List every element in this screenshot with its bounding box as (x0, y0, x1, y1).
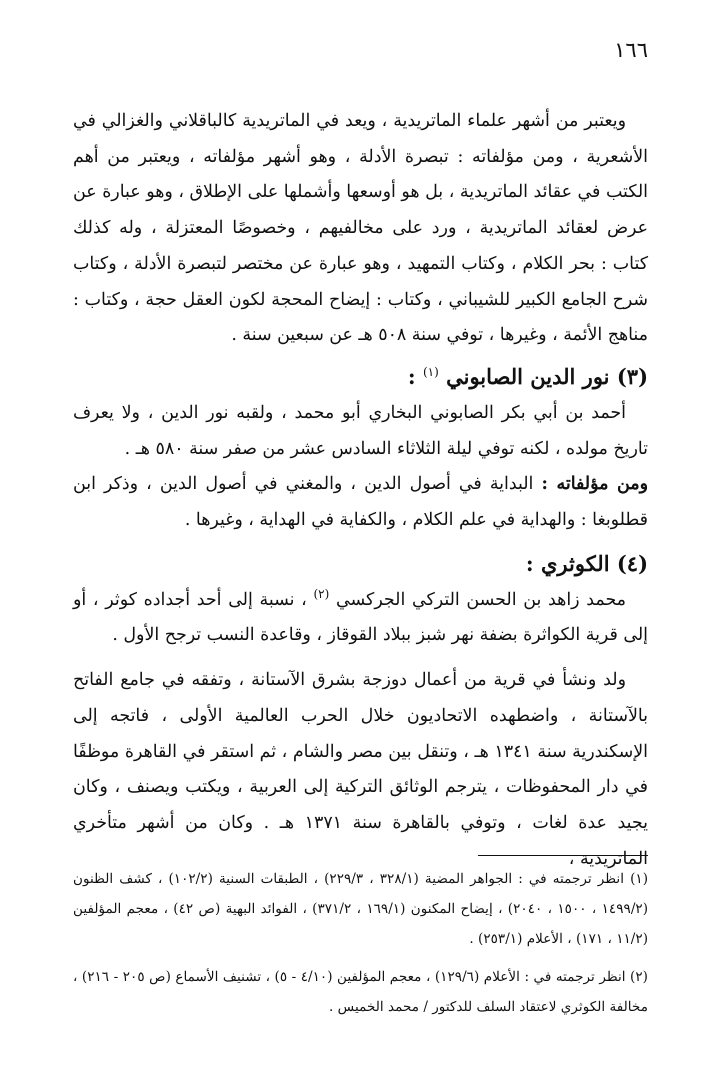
footnote-ref-2: (٢) (313, 586, 330, 601)
heading-sabuni-colon: : (407, 363, 416, 389)
paragraph-maturidi-scholar: ويعتبر من أشهر علماء الماتريدية ، ويعد في الماتريدية كالباقلاني والغزالي في الأشعرية ، ومن مؤلفاته : تبصرة الأدلة ، وهو أشهر مؤلفاته ، ويعتبر من أهم الكتب في عقائد الماتريدية ، بل هو أوسعها وأشملها على الإطلاق ، وهو عبارة عن عرض لعقائد الماتريدية ، ورد على مخالفيهم ، وخصوصًا المعتزلة ، وله كذلك كتاب : بحر الكلام ، وكتاب التمهيد ، وهو عبارة عن مختصر لتبصرة الأدلة ، وكتاب شرح الجامع الكبير للشيباني ، وكتاب : إيضاح المحجة لكون العقل حجة ، وكتاب : مناهج الأئمة ، وغيرها ، توفي سنة ٥٠٨ هـ عن سبعين سنة . (73, 111, 648, 346)
kawthari-lineage-text: ، نسبة إلى أحد أجداده كوثر ، أو إلى قرية الكواثرة بضفة نهر شبز ببلاد القوقاز ، وقاعدة النسب ترجح الأول . (73, 589, 648, 646)
paragraph-kawthari-life: ولد ونشأ في قرية من أعمال دوزجة بشرق الآستانة ، وتفقه في جامع الفاتح بالآستانة ، واضطهده الاتحاديون خلال الحرب العالمية الأولى ، فاتجه إلى الإسكندرية سنة ١٣٤١ هـ ، وتنقل بين مصر والشام ، ثم استقر في القاهرة موظفًا في دار المحفوظات ، يترجم الوثائق التركية إلى العربية ، ويكتب ويصنف ، وكان يجيد عدة لغات ، وتوفي بالقاهرة سنة ١٣٧١ هـ . وكان من أشهر متأخري الماتريدية ، (73, 670, 648, 869)
footnote-ref-1: (١) (422, 364, 439, 379)
paragraph-kawthari-name (73, 583, 648, 654)
works-list: البداية في أصول الدين ، والمغني في أصول الدين ، وذكر ابن قطلوبغا : والهداية في علم الكلام ، والكفاية في الهداية ، وغيرها . (73, 474, 648, 531)
footnotes (73, 864, 648, 1022)
paragraph-sabuni-bio: أحمد بن أبي بكر الصابوني البخاري أبو محمد ، ولقبه نور الدين ، ولا يعرف تاريخ مولده ، لكنه توفي ليلة الثلاثاء السادس عشر من صفر سنة ٥٨٠ هـ . (73, 402, 648, 459)
paragraph-sabuni-works (73, 467, 648, 538)
kawthari-name-text: محمد زاهد بن الحسن التركي الجركسي (336, 589, 626, 610)
footnote-1: (١) انظر ترجمته في : الجواهر المضية (٣٢٨/١ ، ٢٢٩/٣) ، الطبقات السنية (١٠٢/٢) ، كشف الظنون (١٤٩٩/٢ ، ١٥٠٠ ، ٢٠٤٠) ، إيضاح المكنون (١٦٩/١ ، ٣٧١/٢) ، الفوائد البهية (ص ٤٢) ، معجم المؤلفين (١١/٢ ، ١٧١) ، الأعلام (٢٥٣/١) . (73, 871, 649, 947)
main-text (73, 104, 648, 877)
section-heading-sabuni (73, 358, 648, 396)
footnote-divider (478, 855, 648, 856)
heading-sabuni-text: (٣) نور الدين الصابوني (446, 363, 648, 389)
section-heading-kawthari: (٤) الكوثري : (525, 550, 648, 576)
works-label: ومن مؤلفاته : (541, 474, 648, 495)
footnote-2: (٢) انظر ترجمته في : الأعلام (١٢٩/٦) ، معجم المؤلفين (٤/١٠ - ٥) ، تشنيف الأسماع (ص ٢٠٥ - ٢١٦) ، مخالفة الكوثري لاعتقاد السلف للدكتور / محمد الخميس . (73, 969, 648, 1015)
page-number: ١٦٦ (614, 38, 648, 62)
